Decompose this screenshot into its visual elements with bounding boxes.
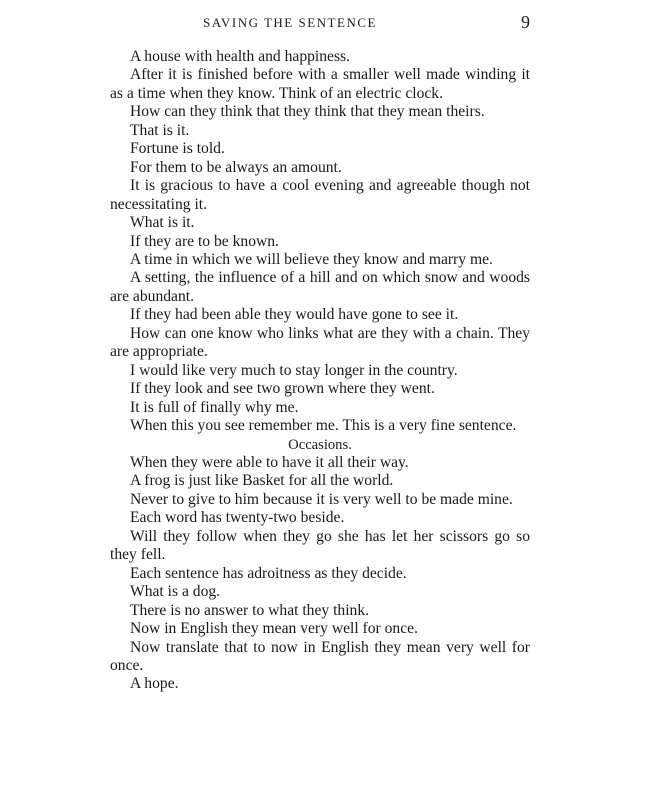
paragraph: If they look and see two grown where they went.	[130, 380, 435, 398]
paragraph: Each sentence has adroitness as they decide.	[130, 564, 407, 582]
page-number: 9	[521, 12, 530, 32]
paragraph: If they had been able they would have gone to see it.	[130, 306, 459, 324]
paragraph: When this you see remember me. This is a very fine sentence.	[130, 417, 517, 435]
paragraph: How can one know who links what are they with a chain. They are appropriate.	[110, 324, 530, 361]
paragraph: If they are to be known.	[130, 232, 279, 250]
paragraph: That is it.	[130, 121, 190, 139]
section-heading: Occasions.	[288, 436, 352, 453]
paragraph: A time in which we will believe they know and marry me.	[130, 250, 493, 268]
paragraph: Each word has twenty-two beside.	[130, 509, 345, 527]
paragraph: For them to be always an amount.	[130, 158, 342, 176]
paragraph: When they were able to have it all their way.	[130, 453, 409, 471]
paragraph: It is full of finally why me.	[130, 398, 299, 416]
body-text	[110, 48, 530, 694]
paragraph: After it is finished before with a smaller well made winding it as a time when they know. Think of an electric clock.	[110, 66, 530, 102]
paragraph: What is a dog.	[130, 583, 221, 601]
paragraph: A hope.	[130, 675, 179, 693]
paragraph: Never to give to him because it is very well to be made mine.	[130, 490, 513, 508]
running-title: SAVING THE SENTENCE	[203, 15, 377, 30]
paragraph: Fortune is told.	[130, 140, 225, 158]
paragraph: It is gracious to have a cool evening and agreeable though not necessitating it.	[110, 177, 530, 213]
paragraph: There is no answer to what they think.	[130, 601, 370, 619]
paragraph: A frog is just like Basket for all the world.	[130, 472, 394, 490]
paragraph: A house with health and happiness.	[130, 48, 351, 65]
paragraph: Will they follow when they go she has let her scissors go so they fell.	[110, 527, 530, 564]
paragraph: What is it.	[130, 214, 195, 232]
paragraph: A setting, the influence of a hill and on which snow and woods are abundant.	[110, 269, 530, 305]
running-head	[110, 12, 530, 32]
paragraph: I would like very much to stay longer in the country.	[130, 361, 458, 379]
paragraph: Now in English they mean very well for once.	[130, 620, 418, 638]
paragraph: How can they think that they think that they mean theirs.	[130, 103, 485, 121]
paragraph: Now translate that to now in English they mean very well for once.	[110, 638, 530, 674]
